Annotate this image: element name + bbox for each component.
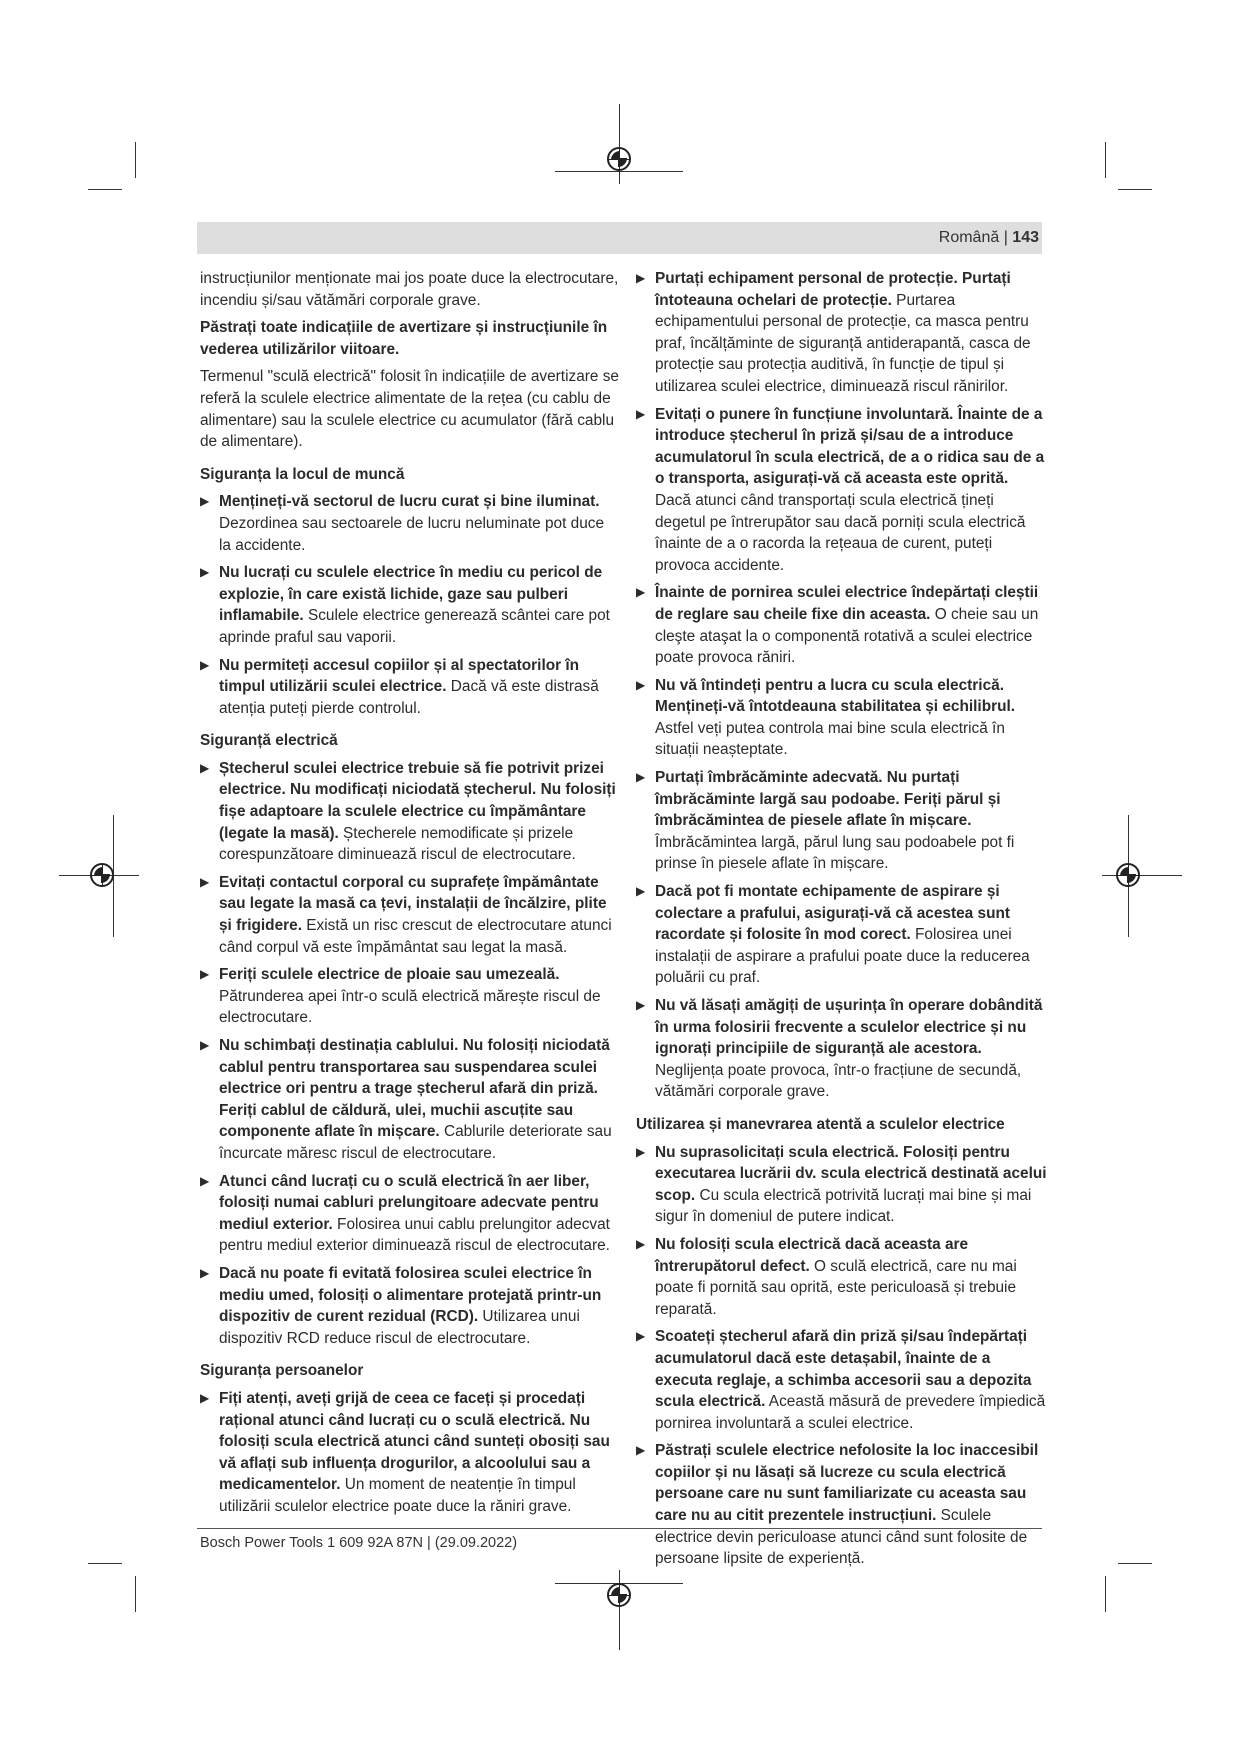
bullet-arrow-icon: ▶ [200,565,210,580]
page-header [939,229,1039,247]
crop-mark [135,142,136,178]
list-item: ▶ Purtați echipament personal de protecție. Purtați întoteauna ochelari de protecție. Purtarea echipamentului personal de protecție, ca masca pentru praf, încălțăminte de siguranță antiderapantă, casca de protecție sau protecția auditivă, în funcție de tipul și utilizarea sculei electrice, diminuează riscul rănirilor. [636,270,1031,395]
header-language: Română [938,229,1000,246]
registration-line [619,1570,620,1650]
list-item: ▶ Scoateți ștecherul afară din priză și/sau îndepărtați acumulatorul dacă este detașabil, înainte de a executa reglaje, a schimba accesorii sau a depozita scula electrică. Această măsură de prevedere împiedică pornirea involuntară a sculei electrice. [636,1328,1046,1432]
section-heading-work-area: Siguranța la locul de muncă [200,465,405,483]
bullet-arrow-icon: ▶ [200,1265,210,1280]
bullet-arrow-icon: ▶ [636,1236,646,1251]
keep-instructions-text: Păstrați toate indicațiile de avertizare și instrucțiunile în vederea utilizărilor viitoare. [200,319,608,358]
bullet-arrow-icon: ▶ [636,677,646,692]
crop-mark [1118,189,1152,190]
list-item: ▶ Ștecherul sculei electrice trebuie să fie potrivit prizei electrice. Nu modificați niciodată ștecherul. Nu folosiți fișe adaptoare la sculele electrice cu împământare (legate la masă). Ștecherele nemodificate și prizele corespunzătoare diminuează riscul de electrocutare. [200,759,616,864]
list-item: ▶ Nu lucrați cu sculele electrice în mediu cu pericol de explozie, în care există lichide, gaze sau pulberi inflamabile. Sculele electrice generează scântei care pot aprinde praful sau vaporii. [200,564,610,646]
term-definition-text: Termenul "sculă electrică" folosit în indicațiile de avertizare se referă la sculele electrice alimentate de la rețea (cu cablu de alimentare) sau la sculele electrice cu acumulator (fără cablu de alimentare). [200,368,619,451]
crop-mark [135,1576,136,1612]
list-item: ▶ Nu schimbați destinația cablului. Nu folosiți niciodată cablul pentru transportarea sau suspendarea sculei electrice ori pentru a trage ștecherul afară din priză. Feriți cablul de căldură, ulei, muchii ascuțite sau componente aflate în mișcare. Cablurile deteriorate sau încurcate măresc riscul de electrocutare. [200,1037,612,1162]
bullet-arrow-icon: ▶ [636,770,646,785]
bullet-arrow-icon: ▶ [200,1038,210,1052]
registration-target-icon [90,863,114,887]
page-footer: Bosch Power Tools 1 609 92A 87N | (29.09.2022) [200,1535,518,1551]
bullet-arrow-icon: ▶ [636,406,646,421]
section-heading-personal: Siguranța persoanelor [200,1362,364,1380]
list-item: ▶ Nu suprasolicitați scula electrică. Folosiți pentru executarea lucrării dv. scula electrică destinată acelui scop. Cu scula electrică potrivită lucrați mai bine și mai sigur în domeniul de putere indicat. [636,1143,1047,1226]
list-item: ▶ Nu vă întindeți pentru a lucra cu scula electrică. Mențineți-vă întotdeauna stabilitatea și echilibrul. Astfel veți putea controla mai bine scula electrică în situații neașteptate. [636,676,1016,759]
list-item: ▶ Dacă pot fi montate echipamente de aspirare și colectare a prafului, asigurați-vă că acestea sunt racordate și folosite în mod corect. Folosirea unei instalații de aspirare a prafului poate duce la reducerea poluării cu praf. [636,883,1030,987]
header-separator: | [999,229,1013,246]
bullet-arrow-icon: ▶ [636,585,646,600]
bullet-arrow-icon: ▶ [636,271,646,285]
crop-mark [1118,1563,1152,1564]
registration-target-icon [1116,863,1140,887]
list-item: ▶ Evitați contactul corporal cu suprafețe împământate sau legate la masă ca țevi, instalații de încălzire, plite și frigidere. Există un risc crescut de electrocutare atunci când corpul vă este împământat sau legat la masă. [200,873,612,956]
bullet-arrow-icon: ▶ [200,1390,210,1405]
crop-mark [88,1563,122,1564]
registration-line [1102,875,1182,876]
section-heading-electrical: Siguranță electrică [200,732,338,750]
bullet-arrow-icon: ▶ [200,657,210,672]
bullet-arrow-icon: ▶ [200,874,210,889]
bullet-arrow-icon: ▶ [636,1443,646,1458]
bullet-arrow-icon: ▶ [200,1173,210,1188]
list-item: ▶ Mențineți-vă sectorul de lucru curat și bine iluminat. Dezordinea sau sectoarele de lucru neluminate pot duce la accidente. [200,493,605,554]
list-item: ▶ Purtați îmbrăcăminte adecvată. Nu purtați îmbrăcăminte largă sau podoabe. Feriți părul și îmbrăcămintea de piesele aflate în mișcare. Îmbrăcămintea largă, părul lung sau podoabele pot fi prinse în piesele aflate în mișcare. [636,769,1015,873]
intro-text: instrucțiunilor menționate mai jos poate duce la electrocutare, incendiu și/sau vătămări corporale grave. [200,270,619,309]
registration-line [555,171,683,172]
registration-line [619,104,620,184]
list-item: ▶ Nu permiteți accesul copiilor și al spectatorilor în timpul utilizării sculei electrice. Dacă vă este distrasă atenția puteți pierde controlul. [200,656,599,717]
bullet-arrow-icon: ▶ [636,998,646,1012]
right-column [636,268,1048,1576]
crop-mark [1105,142,1106,178]
page-number: 143 [1012,229,1039,246]
list-item: ▶ Nu folosiți scula electrică dacă aceasta are întrerupătorul defect. O sculă electrică, care nu mai poate fi pornită sau oprită, este periculoasă și trebuie reparată. [636,1235,1017,1318]
section-heading-handling: Utilizarea și manevrarea atentă a sculelor electrice [636,1115,1005,1133]
list-item: ▶ Evitați o punere în funcțiune involuntară. Înainte de a introduce ștecherul în priză și/sau de a introduce acumulatorul în scula electrică, de a o ridica sau de a o transporta, asigurați-vă că aceasta este oprită. Dacă atunci când transportați scula electrică țineți degetul pe întrerupător sau dacă porniți scula electrică înainte de a o racorda la rețeaua de curent, puteți provoca accidente. [636,405,1045,574]
crop-mark [1105,1576,1106,1612]
list-item: ▶ Feriți sculele electrice de ploaie sau umezeală. Pătrunderea apei într-o sculă electrică mărește riscul de electrocutare. [200,966,601,1027]
crop-mark [88,189,122,190]
registration-target-icon [607,147,631,171]
bullet-arrow-icon: ▶ [200,760,210,775]
bullet-arrow-icon: ▶ [200,967,210,982]
header-band [197,222,1042,254]
list-item: ▶ Păstrați sculele electrice nefolosite la loc inaccesibil copiilor și nu lăsați să lucreze cu scula electrică persoane care nu sunt familiarizate cu aceasta sau care nu au citit prezentele instrucțiuni. Sculele electrice devin periculoase atunci când sunt folosite de persoane lipsite de experiență. [636,1442,1039,1568]
footer-rule [197,1528,1042,1529]
list-item: ▶ Fiți atenți, aveți grijă de ceea ce faceți și procedați rațional atunci când lucrați cu o sculă electrică. Nu folosiți scula electrică atunci când sunteți obosiți sau vă aflați sub influența drogurilor, a alcoolului sau a medicamentelor. Un moment de neatenție în timpul utilizării sculelor electrice poate duce la răniri grave. [200,1389,610,1515]
left-column [200,268,620,1523]
list-item: ▶ Nu vă lăsați amăgiți de ușurința în operare dobândită în urma folosirii frecvente a sculelor electrice și nu ignorați principiile de siguranță ale acestora. Neglijența poate provoca, într-o fracțiune de secundă, vătămări corporale grave. [636,997,1043,1101]
bullet-arrow-icon: ▶ [636,1144,646,1159]
list-item: ▶ Atunci când lucrați cu o sculă electrică în aer liber, folosiți numai cabluri prelungitoare adecvate pentru mediul exterior. Folosirea unui cablu prelungitor adecvat pentru mediul exterior diminuează riscul de electrocutare. [200,1172,610,1255]
list-item: ▶ Dacă nu poate fi evitată folosirea sculei electrice în mediu umed, folosiți o alimentare protejată printr-un dispozitiv de curent rezidual (RCD). Utilizarea unui dispozitiv RCD reduce riscul de electrocutare. [200,1264,602,1347]
registration-target-icon [607,1583,631,1607]
bullet-arrow-icon: ▶ [636,1329,646,1344]
list-item: ▶ Înainte de pornirea sculei electrice îndepărtați cleștii de reglare sau cheile fixe din aceasta. O cheie sau un cleşte ataşat la o componentă rotativă a sculei electrice poate provoca răniri. [636,584,1039,667]
bullet-arrow-icon: ▶ [636,884,646,899]
bullet-arrow-icon: ▶ [200,494,210,509]
